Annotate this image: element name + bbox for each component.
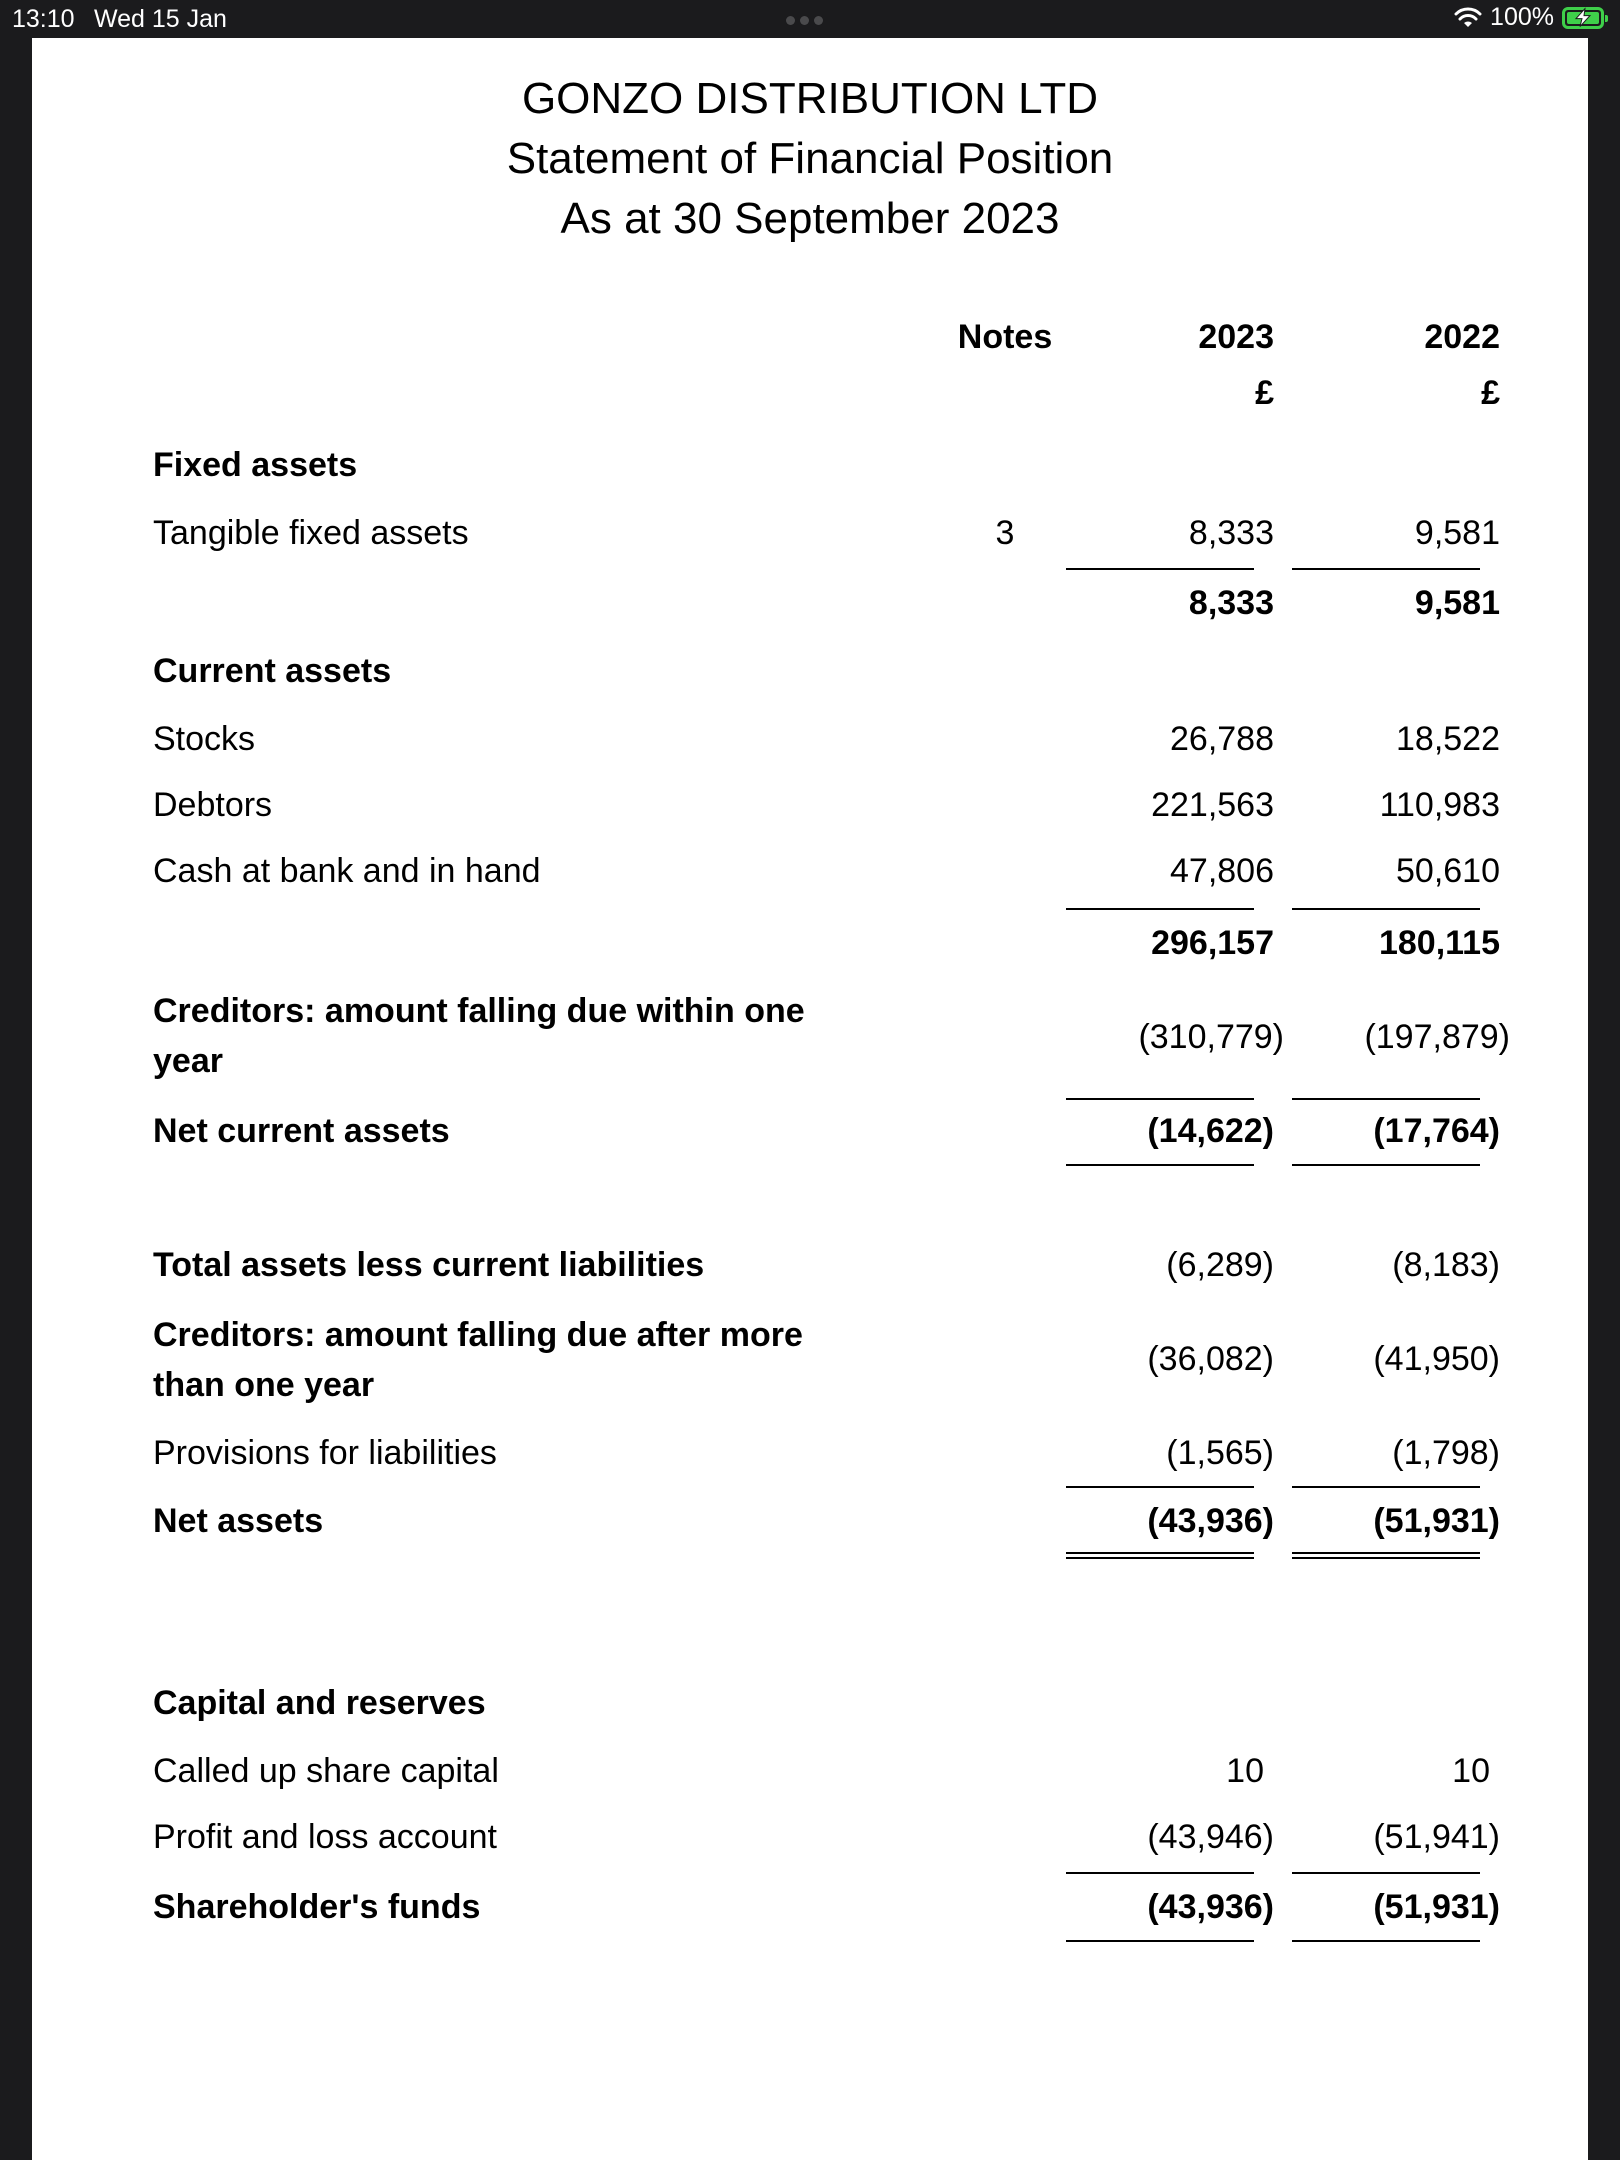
- currency-2023: £: [1255, 374, 1274, 412]
- column-header-notes: Notes: [957, 318, 1053, 356]
- row-label-share-capital: Called up share capital: [153, 1752, 499, 1790]
- fixed-assets-total-2022: 9,581: [1414, 584, 1500, 622]
- section-heading-capital-reserves: Capital and reserves: [153, 1684, 486, 1722]
- column-header-2022: 2022: [1424, 318, 1500, 356]
- row-label-creditors-after-line1: Creditors: amount falling due after more: [153, 1316, 803, 1354]
- battery-percentage: 100%: [1490, 3, 1554, 31]
- row-label-creditors-within-line2: year: [153, 1042, 223, 1080]
- wifi-icon: [1454, 7, 1482, 29]
- value-2022: 50,610: [1396, 852, 1500, 890]
- row-label-net-current-assets: Net current assets: [153, 1112, 450, 1150]
- row-label-profit-loss: Profit and loss account: [153, 1818, 497, 1856]
- subtotal-rule: [1066, 1098, 1254, 1100]
- status-bar: [0, 0, 1620, 38]
- row-label-shareholders-funds: Shareholder's funds: [153, 1888, 481, 1926]
- fixed-assets-total-2023: 8,333: [1188, 584, 1274, 622]
- section-heading-fixed-assets: Fixed assets: [153, 446, 358, 484]
- total-double-rule: [1066, 1552, 1254, 1559]
- document-page[interactable]: [32, 38, 1588, 2160]
- subtotal-rule: [1292, 1872, 1480, 1874]
- subtotal-rule: [1066, 908, 1254, 910]
- net-current-assets-2023: (14,622): [1147, 1112, 1274, 1150]
- row-label-debtors: Debtors: [153, 786, 273, 824]
- value-2022: 10: [1452, 1752, 1490, 1790]
- row-label-tangible-fixed-assets: Tangible fixed assets: [153, 514, 469, 552]
- battery-charging-icon: [1562, 7, 1604, 29]
- multitasking-dots-icon[interactable]: [786, 16, 823, 25]
- value-2022: (41,950): [1373, 1340, 1500, 1378]
- current-assets-total-2022: 180,115: [1378, 924, 1500, 962]
- row-label-total-assets-less-cl: Total assets less current liabilities: [153, 1246, 705, 1284]
- row-label-creditors-after-line2: than one year: [153, 1366, 375, 1404]
- value-2022: 9,581: [1414, 514, 1500, 552]
- value-2023: (36,082): [1147, 1340, 1274, 1378]
- total-rule: [1066, 1940, 1254, 1942]
- status-indicators: [1454, 3, 1604, 32]
- value-2023: (310,779): [1138, 1018, 1284, 1056]
- section-heading-current-assets: Current assets: [153, 652, 392, 690]
- row-label-cash: Cash at bank and in hand: [153, 852, 541, 890]
- value-2023: 26,788: [1170, 720, 1274, 758]
- total-double-rule: [1292, 1552, 1480, 1559]
- subtotal-rule: [1292, 1486, 1480, 1488]
- currency-2022: £: [1481, 374, 1500, 412]
- net-current-assets-2022: (17,764): [1373, 1112, 1500, 1150]
- statement-title: Statement of Financial Position: [506, 134, 1114, 183]
- subtotal-rule: [1066, 1872, 1254, 1874]
- value-2023: 47,806: [1170, 852, 1274, 890]
- value-2022: 18,522: [1396, 720, 1500, 758]
- row-label-creditors-within-line1: Creditors: amount falling due within one: [153, 992, 805, 1030]
- status-date: Wed 15 Jan: [94, 5, 227, 33]
- subtotal-rule: [1066, 1486, 1254, 1488]
- subtotal-rule: [1292, 568, 1480, 570]
- row-label-provisions: Provisions for liabilities: [153, 1434, 497, 1472]
- net-assets-2023: (43,936): [1147, 1502, 1274, 1540]
- subtotal-rule: [1066, 568, 1254, 570]
- row-label-stocks: Stocks: [153, 720, 256, 758]
- value-2022: (197,879): [1364, 1018, 1510, 1056]
- column-header-2023: 2023: [1198, 318, 1274, 356]
- value-2023: 10: [1226, 1752, 1264, 1790]
- note-reference: 3: [995, 514, 1015, 552]
- total-rule: [1292, 1940, 1480, 1942]
- value-2022: 110,983: [1379, 786, 1500, 824]
- net-assets-2022: (51,931): [1373, 1502, 1500, 1540]
- value-2023: 8,333: [1188, 514, 1274, 552]
- value-2023: 221,563: [1151, 786, 1274, 824]
- subtotal-rule: [1292, 1164, 1480, 1166]
- shareholders-funds-2022: (51,931): [1373, 1888, 1500, 1926]
- value-2023: (1,565): [1166, 1434, 1274, 1472]
- value-2022: (51,941): [1373, 1818, 1500, 1856]
- shareholders-funds-2023: (43,936): [1147, 1888, 1274, 1926]
- statement-date: As at 30 September 2023: [560, 194, 1060, 243]
- current-assets-total-2023: 296,157: [1151, 924, 1274, 962]
- status-time: 13:10: [12, 5, 75, 33]
- value-2023: (6,289): [1166, 1246, 1274, 1284]
- subtotal-rule: [1066, 1164, 1254, 1166]
- row-label-net-assets: Net assets: [153, 1502, 324, 1540]
- subtotal-rule: [1292, 1098, 1480, 1100]
- value-2022: (8,183): [1392, 1246, 1500, 1284]
- value-2023: (43,946): [1147, 1818, 1274, 1856]
- subtotal-rule: [1292, 908, 1480, 910]
- value-2022: (1,798): [1392, 1434, 1500, 1472]
- company-name: GONZO DISTRIBUTION LTD: [521, 74, 1099, 123]
